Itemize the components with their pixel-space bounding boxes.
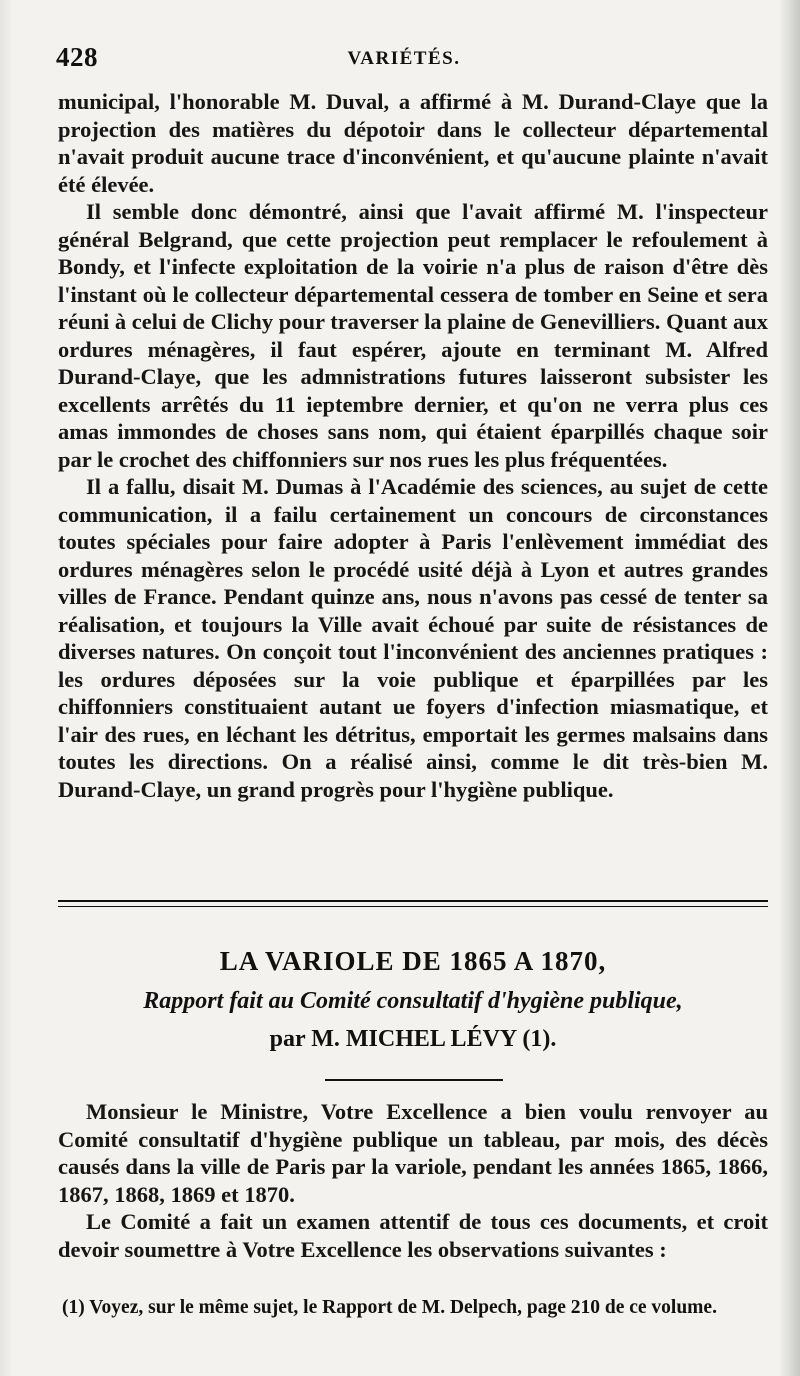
paragraph: Monsieur le Ministre, Votre Excellence a bien voulu renvoyer au Comité consultatif d'hygiène publique un tableau, par mois, des décès causés dans la ville de Paris par la variole, pendant les années 1865, 1866, 1867, 1868, 1869 et 1870. (58, 1099, 768, 1207)
paragraph: Le Comité a fait un examen attentif de tous ces documents, et croit devoir soumettre à Votre Excellence les observations suivantes : (58, 1209, 768, 1262)
article-title: LA VARIOLE DE 1865 A 1870, (219, 946, 607, 976)
article-author: par M. MICHEL LÉVY (1). (269, 1026, 557, 1052)
running-head: VARIÉTÉS. (347, 48, 461, 69)
title-rule (325, 1079, 503, 1081)
page-number: 428 (56, 42, 98, 72)
article-body (58, 1098, 768, 1263)
section-divider (58, 900, 768, 907)
paragraph: Il a fallu, disait M. Dumas à l'Académie des sciences, au sujet de cette communication, il a failu certainement un concours de circonstances toutes spéciales pour faire adopter à Paris l'enlèvement immédiat des ordures ménagères selon le procédé usité déjà à Lyon et autres grandes villes de France. Pendant quinze ans, nous n'avons pas cessé de tenter sa réalisation, et toujours la Ville avait échoué par suite de résistances de diverses natures. On conçoit tout l'inconvénient des anciennes pratiques : les ordures déposées sur la voie publique et éparpillées par les chiffonniers constituaient autant ue foyers d'infection miasmatique, et l'air des rues, en léchant les détritus, emportait les germes malsains dans toutes les directions. On a réalisé ainsi, comme le dit très-bien M. Durand-Claye, un grand progrès pour l'hygiène publique. (58, 474, 768, 802)
paragraph-continued: municipal, l'honorable M. Duval, a affirmé à M. Durand-Claye que la projection des matières du dépotoir dans le collecteur départemental n'avait produit aucune trace d'inconvénient, et qu'aucune plainte n'avait été élevée. (58, 89, 768, 197)
page-header (38, 42, 770, 76)
article-subtitle: Rapport fait au Comité consultatif d'hygiène publique, (143, 988, 683, 1014)
footnote: (1) Voyez, sur le même sujet, le Rapport de M. Delpech, page 210 de ce volume. (62, 1297, 717, 1318)
main-text-section (58, 88, 768, 803)
paragraph: Il semble donc démontré, ainsi que l'avait affirmé M. l'inspecteur général Belgrand, que cette projection peut remplacer le refoulement à Bondy, et l'infecte exploitation de la voirie n'a plus de raison d'être dès l'instant où le collecteur départemental cessera de tomber en Seine et sera réuni à celui de Clichy pour traverser la plaine de Genevilliers. Quant aux ordures ménagères, il faut espérer, ajoute en terminant M. Alfred Durand-Claye, que les admnistrations futures laisseront subsister les excellents arrêtés du 11 ieptembre dernier, et qu'on ne verra plus ces amas immondes de choses sans nom, qui étaient éparpillés chaque soir par le crochet des chiffonniers sur nos rues les plus fréquentées. (58, 199, 768, 472)
